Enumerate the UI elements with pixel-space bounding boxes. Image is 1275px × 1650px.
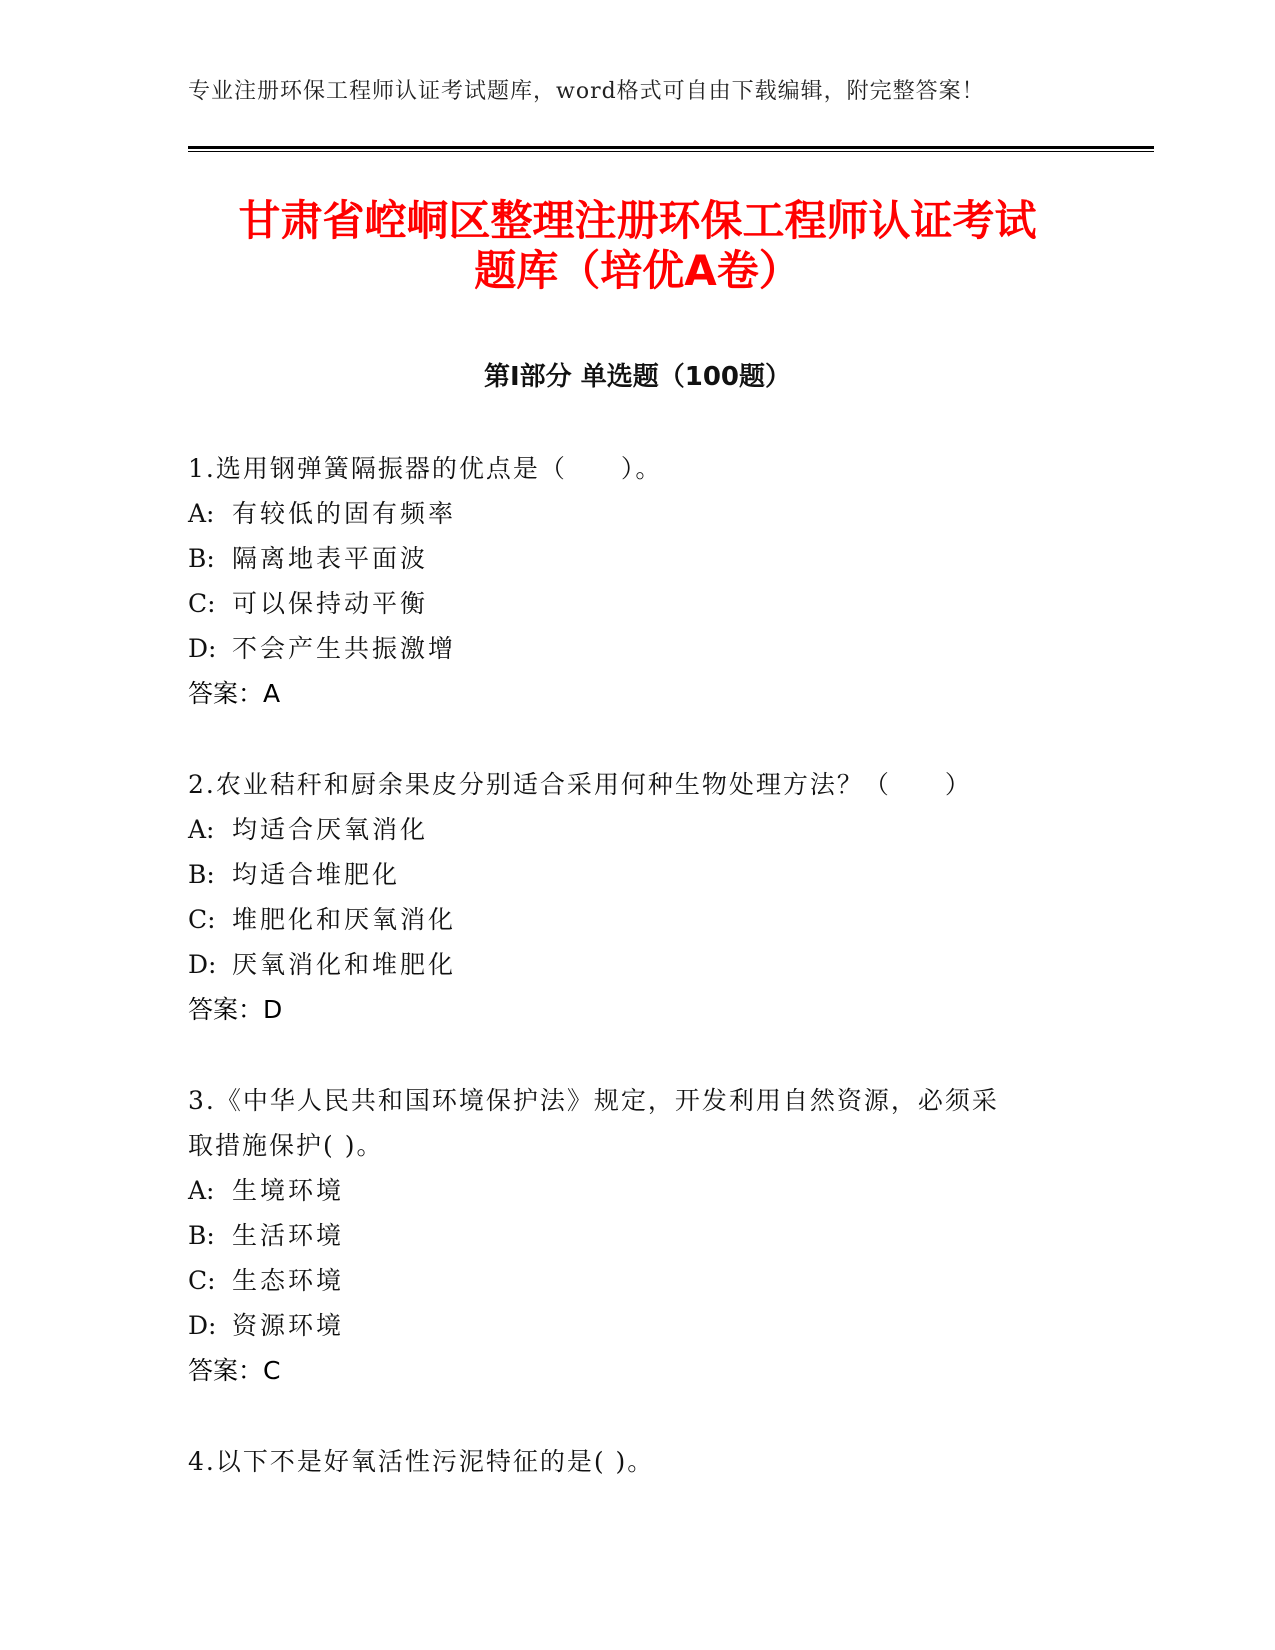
option-c — [188, 1258, 1088, 1303]
question-3 — [188, 1078, 1088, 1393]
option-a — [188, 491, 1088, 536]
option-c — [188, 581, 1088, 626]
question-stem: 4.以下不是好氧活性污泥特征的是( )。 — [188, 1447, 655, 1476]
question-2 — [188, 762, 1088, 1032]
option-c — [188, 897, 1088, 942]
option-a — [188, 807, 1088, 852]
option-letter: D: — [188, 1311, 217, 1340]
answer-line: 答案：C — [188, 1356, 281, 1385]
option-letter: C: — [188, 905, 216, 934]
option-d — [188, 1303, 1088, 1348]
question-stem-line-1: 3.《中华人民共和国环境保护法》规定，开发利用自然资源，必须采 — [188, 1086, 999, 1115]
option-b — [188, 536, 1088, 581]
option-text: 隔离地表平面波 — [232, 544, 429, 573]
header-divider-thin — [188, 151, 1154, 152]
option-b — [188, 1213, 1088, 1258]
option-text: 均适合厌氧消化 — [232, 815, 429, 844]
option-d — [188, 626, 1088, 671]
option-letter: D: — [188, 634, 217, 663]
option-b — [188, 852, 1088, 897]
question-1 — [188, 446, 1088, 716]
option-text: 生态环境 — [232, 1266, 345, 1295]
option-letter: D: — [188, 950, 217, 979]
option-letter: C: — [188, 1266, 216, 1295]
option-letter: A: — [188, 499, 215, 528]
question-stem: 2.农业秸秆和厨余果皮分别适合采用何种生物处理方法？（ ） — [188, 770, 972, 799]
question-stem-line-2: 取措施保护( )。 — [188, 1131, 384, 1160]
option-a — [188, 1168, 1088, 1213]
option-text: 有较低的固有频率 — [232, 499, 457, 528]
option-letter: B: — [188, 860, 215, 889]
option-text: 不会产生共振激增 — [232, 634, 457, 663]
document-title-line-1: 甘肃省崆峒区整理注册环保工程师认证考试 — [238, 196, 1037, 245]
option-text: 均适合堆肥化 — [232, 860, 401, 889]
answer-line: 答案：A — [188, 679, 281, 708]
option-text: 堆肥化和厌氧消化 — [232, 905, 457, 934]
option-text: 生境环境 — [232, 1176, 345, 1205]
option-text: 生活环境 — [232, 1221, 345, 1250]
page-header-text: 专业注册环保工程师认证考试题库，word格式可自由下载编辑，附完整答案！ — [188, 79, 985, 104]
answer-line: 答案：D — [188, 995, 283, 1024]
question-list — [188, 446, 1088, 1530]
option-text: 可以保持动平衡 — [232, 589, 429, 618]
header-divider-thick — [188, 146, 1154, 149]
question-stem: 1.选用钢弹簧隔振器的优点是（ ）。 — [188, 454, 663, 483]
option-letter: B: — [188, 1221, 215, 1250]
option-letter: A: — [188, 815, 215, 844]
option-d — [188, 942, 1088, 987]
option-text: 厌氧消化和堆肥化 — [232, 950, 457, 979]
question-4 — [188, 1439, 1088, 1484]
option-letter: B: — [188, 544, 215, 573]
document-title — [150, 196, 1125, 296]
option-text: 资源环境 — [232, 1311, 345, 1340]
document-title-line-2: 题库（培优A卷） — [474, 246, 801, 295]
option-letter: A: — [188, 1176, 215, 1205]
option-letter: C: — [188, 589, 216, 618]
section-title: 第Ⅰ部分 单选题（100题） — [484, 362, 791, 392]
